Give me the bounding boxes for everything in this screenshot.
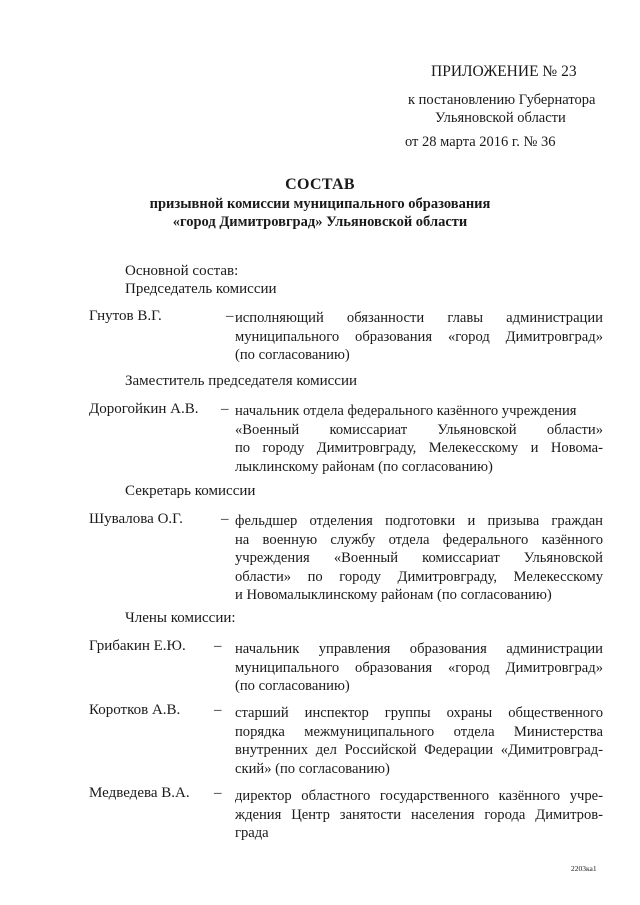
member-name: Шувалова О.Г. (89, 511, 183, 527)
member-name: Медведева В.А. (89, 785, 190, 801)
member-name: Гнутов В.Г. (89, 308, 162, 324)
description-line: (по согласованию) (235, 678, 350, 694)
description-line: на военную службу отдела федерального казённого (235, 531, 603, 548)
footer-code: 2203ка1 (571, 864, 597, 873)
document-title-line-1: призывной комиссии муниципального образования (149, 196, 491, 212)
member-description (235, 640, 603, 696)
member-dash: – (226, 308, 234, 324)
description-line: ждения Центр занятости населения города Димитров- (235, 806, 603, 823)
description-line: области» по городу Димитровграду, Мелекесскому (235, 568, 603, 585)
chair-label: Председатель комиссии (125, 281, 277, 297)
description-line: града (235, 825, 269, 841)
description-line: и Новомалыклинскому районам (по согласованию) (235, 587, 552, 603)
description-line: начальник управления образования администрации (235, 641, 603, 657)
description-line: фельдшер отделения подготовки и призыва граждан (235, 513, 603, 529)
description-line: старший инспектор группы охраны общественного (235, 705, 603, 721)
member-name: Дорогойкин А.В. (89, 401, 199, 417)
description-line: по городу Димитровграду, Мелекесскому и Новома- (235, 440, 603, 456)
appendix-date-line: от 28 марта 2016 г. № 36 (405, 134, 556, 150)
main-composition-label: Основной состав: (125, 263, 239, 279)
description-line: исполняющий обязанности главы администрации (235, 310, 603, 326)
member-description (235, 512, 603, 605)
member-dash: – (221, 401, 229, 417)
member-name: Коротков А.В. (89, 702, 181, 718)
document-heading: СОСТАВ (285, 176, 355, 193)
description-line: учреждения «Военный комиссариат Ульяновской (235, 550, 603, 566)
members-label: Члены комиссии: (125, 610, 236, 626)
member-dash: – (214, 702, 222, 718)
description-line: начальник отдела федерального казённого учреждения (235, 403, 577, 419)
member-description (235, 787, 603, 843)
description-line: порядка межмуниципального отдела Министерства (235, 723, 603, 740)
description-line: внутренних дел Российской Федерации «Димитровград- (235, 742, 603, 758)
member-name: Грибакин Е.Ю. (89, 638, 186, 654)
document-title-line-2: «город Димитровград» Ульяновской области (172, 214, 468, 230)
description-line: муниципального образования «город Димитровград» (235, 328, 603, 345)
description-line: муниципального образования «город Димитровград» (235, 659, 603, 676)
description-line: «Военный комиссариат Ульяновской области» (235, 421, 603, 438)
appendix-line-2: Ульяновской области (435, 110, 566, 126)
description-line: лыклинскому районам (по согласованию) (235, 458, 493, 475)
appendix-title: ПРИЛОЖЕНИЕ № 23 (431, 63, 577, 80)
description-line: директор областного государственного казённого учре- (235, 788, 603, 804)
member-description (235, 402, 603, 476)
member-description (235, 309, 603, 365)
description-line: (по согласованию) (235, 347, 350, 363)
member-dash: – (221, 511, 229, 527)
description-line: ский» (по согласованию) (235, 760, 390, 777)
member-dash: – (214, 785, 222, 801)
deputy-label: Заместитель председателя комиссии (125, 373, 358, 389)
member-dash: – (214, 638, 222, 654)
appendix-line-1: к постановлению Губернатора (408, 92, 596, 108)
member-description (235, 704, 603, 778)
secretary-label: Секретарь комиссии (125, 483, 256, 499)
